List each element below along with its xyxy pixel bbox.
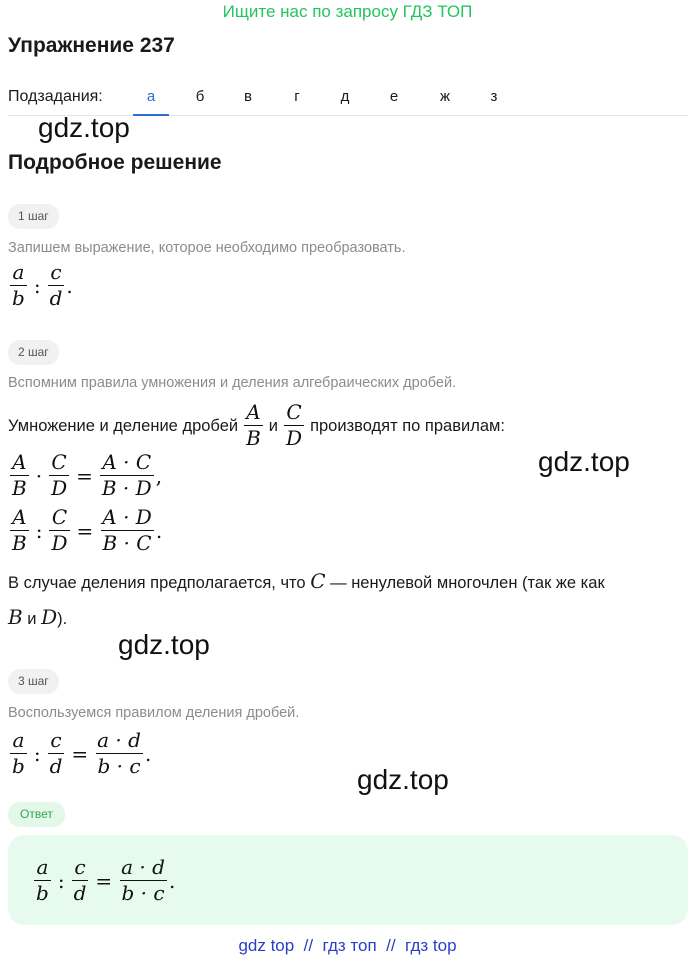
step-1-hint: Запишем выражение, которое необходимо преобразовать. [8,240,406,256]
division-rule: $\frac{A}{B}$ : $\frac{C}{D}$ = $\frac{A \cdot D}{B \cdot C}$ . [12,505,163,555]
rule-intro: Умножение и деление дробей $\frac{A}{B}$ и $\frac{C}{D}$ производят по правилам: [8,400,505,450]
tab-v[interactable]: в [244,88,252,105]
tab-a[interactable]: а [133,88,169,116]
step-3-formula: $\frac{a}{b}$ : $\frac{c}{d}$ = $\frac{a \cdot d}{b \cdot c}$ . [12,728,152,778]
page-title: Упражнение 237 [8,34,175,57]
step-1-badge: 1 шаг [8,204,59,229]
step-2-badge: 2 шаг [8,340,59,365]
tab-e[interactable]: е [389,88,399,105]
answer-formula: $\frac{a}{b}$ : $\frac{c}{d}$ = $\frac{a \cdot d}{b \cdot c}$ . [36,855,176,905]
watermark: gdz.top [38,112,130,143]
tab-d[interactable]: д [340,88,350,105]
step-3-hint: Воспользуемся правилом деления дробей. [8,705,300,721]
step-1-formula: $\frac{a}{b}$ : $\frac{c}{d}$ . [12,260,73,310]
multiplication-rule: $\frac{A}{B}$ · $\frac{C}{D}$ = $\frac{A \cdot C}{B \cdot D}$ , [12,450,163,500]
step-2-hint: Вспомним правила умножения и деления алгебраических дробей. [8,375,457,391]
watermark: gdz.top [357,764,449,795]
step-3-badge: 3 шаг [8,669,59,694]
watermark: gdz.top [118,629,210,660]
division-note: В случае деления предполагается, что C — ненулевой многочлен (так же как [8,569,605,593]
tab-g[interactable]: г [294,88,300,105]
tab-zh[interactable]: ж [439,88,451,105]
section-title: Подробное решение [8,151,222,174]
rule-intro-text: Умножение и деление дробей [8,416,239,435]
division-note-cont: B и D). [8,605,68,629]
tab-z[interactable]: з [490,88,498,105]
footer-links[interactable]: gdz top // гдз топ // гдз top [238,936,457,955]
answer-badge: Ответ [8,802,65,827]
tab-b[interactable]: б [195,88,205,105]
watermark: gdz.top [538,446,630,477]
subtasks-label: Подзадания: [8,88,103,105]
rule-intro-and: и [268,416,279,435]
search-banner: Ищите нас по запросу ГДЗ ТОП [222,2,473,21]
answer-box [8,835,688,925]
rule-intro-tail: производят по правилам: [310,416,505,435]
